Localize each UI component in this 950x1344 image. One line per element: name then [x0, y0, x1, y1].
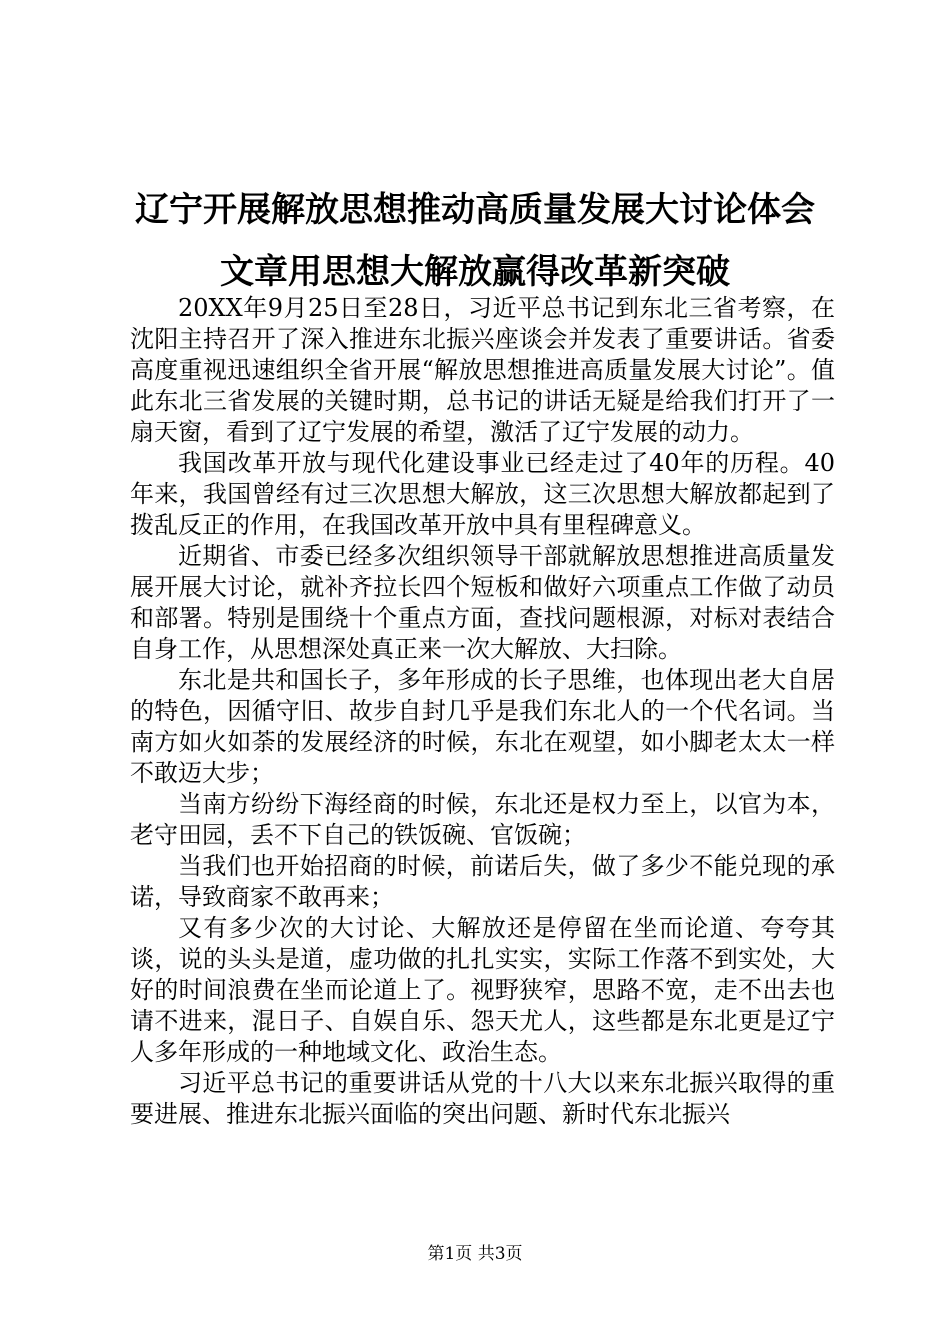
- document-title-line-1: 辽宁开展解放思想推动高质量发展大讨论体会: [135, 190, 815, 230]
- page-footer: 第1页 共3页: [427, 1244, 523, 1264]
- paragraph-4: 东北是共和国长子，多年形成的长子思维，也体现出老大自居的特色，因循守旧、故步自封几乎是我们东北人的一个代名词。当南方如火如荼的发展经济的时候，东北在观望，如小脚老太太一样不敢迈大步；: [130, 666, 835, 787]
- paragraph-7: 又有多少次的大讨论、大解放还是停留在坐而论道、夸夸其谈，说的头头是道，虚功做的扎扎实实，实际工作落不到实处，大好的时间浪费在坐而论道上了。视野狭窄，思路不宽，走不出去也请不进来，混日子、自娱自乐、怨天尤人，这些都是东北更是辽宁人多年形成的一种地域文化、政治生态。: [130, 914, 835, 1066]
- paragraph-1: 20XX年9月25日至28日，习近平总书记到东北三省考察，在沈阳主持召开了深入推进东北振兴座谈会并发表了重要讲话。省委高度重视迅速组织全省开展“解放思想推进高质量发展大讨论”。值此东北三省发展的关键时期，总书记的讲话无疑是给我们打开了一扇天窗，看到了辽宁发展的希望，激活了辽宁发展的动力。: [130, 294, 835, 446]
- paragraph-2: 我国改革开放与现代化建设事业已经走过了40年的历程。40年来，我国曾经有过三次思想大解放，这三次思想大解放都起到了拨乱反正的作用，在我国改革开放中具有里程碑意义。: [130, 449, 835, 539]
- document-title-line-2: 文章用思想大解放赢得改革新突破: [220, 252, 730, 292]
- paragraph-3: 近期省、市委已经多次组织领导干部就解放思想推进高质量发展开展大讨论，就补齐拉长四个短板和做好六项重点工作做了动员和部署。特别是围绕十个重点方面，查找问题根源，对标对表结合自身工作，从思想深处真正来一次大解放、大扫除。: [130, 542, 835, 663]
- document-body: [130, 293, 835, 1130]
- paragraph-8: 习近平总书记的重要讲话从党的十八大以来东北振兴取得的重要进展、推进东北振兴面临的突出问题、新时代东北振兴: [130, 1069, 835, 1128]
- paragraph-5: 当南方纷纷下海经商的时候，东北还是权力至上，以官为本，老守田园，丢不下自己的铁饭碗、官饭碗；: [130, 790, 835, 849]
- paragraph-6: 当我们也开始招商的时候，前诺后失，做了多少不能兑现的承诺，导致商家不敢再来；: [130, 852, 835, 911]
